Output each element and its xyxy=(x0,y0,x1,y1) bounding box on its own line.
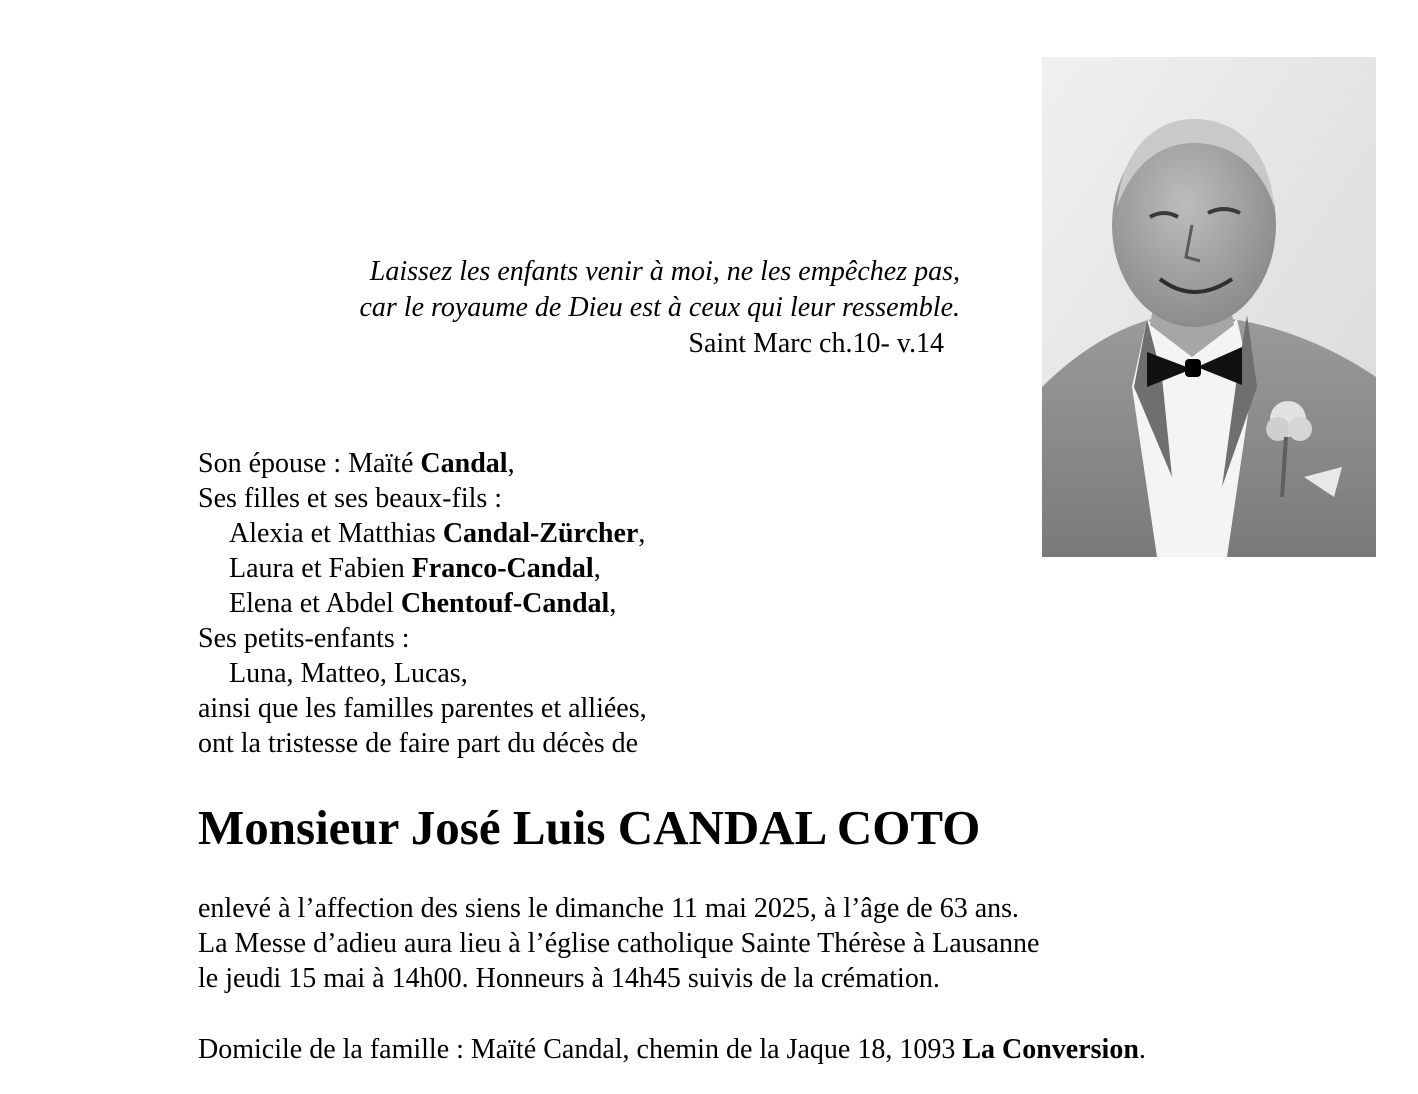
couple-names: Laura et Fabien xyxy=(229,553,412,584)
family-domicile xyxy=(198,1032,1146,1067)
details-line-1: enlevé à l’affection des siens le dimanche 11 mai 2025, à l’âge de 63 ans. xyxy=(198,893,1020,924)
couple-surname: Candal-Zürcher xyxy=(442,518,639,549)
relatives-line: ainsi que les familles parentes et alliées, xyxy=(198,693,647,724)
funeral-details xyxy=(198,891,1039,996)
couple-suffix: , xyxy=(638,518,646,549)
couple-suffix: , xyxy=(593,553,601,584)
domicile-prefix: Domicile de la famille : Maïté Candal, chemin de la Jaque 18, 1093 xyxy=(198,1034,963,1065)
details-line-2: La Messe d’adieu aura lieu à l’église catholique Sainte Thérèse à Lausanne xyxy=(198,928,1040,959)
details-line-3: le jeudi 15 mai à 14h00. Honneurs à 14h45 suivis de la crémation. xyxy=(198,963,940,994)
quote-line-2: car le royaume de Dieu est à ceux qui leur ressemble. xyxy=(359,292,960,323)
couple-surname: Chentouf-Candal xyxy=(400,588,610,619)
bible-quote xyxy=(200,254,960,362)
couple-names: Elena et Abdel xyxy=(229,588,401,619)
domicile-suffix: . xyxy=(1138,1034,1146,1065)
spouse-suffix: , xyxy=(507,448,515,479)
spouse-surname: Candal xyxy=(420,448,508,479)
quote-reference: Saint Marc ch.10- v.14 xyxy=(688,328,944,359)
spouse-line xyxy=(198,446,998,481)
deceased-name: Monsieur José Luis CANDAL COTO xyxy=(198,800,981,855)
daughters-heading: Ses filles et ses beaux-fils : xyxy=(198,483,503,514)
spouse-prefix: Son épouse : Maïté xyxy=(198,448,421,479)
domicile-locality: La Conversion xyxy=(962,1034,1139,1065)
announcement-line: ont la tristesse de faire part du décès de xyxy=(198,728,639,759)
couple-line xyxy=(198,586,998,621)
couple-line xyxy=(198,551,998,586)
couple-line xyxy=(198,516,998,551)
portrait-photo xyxy=(1042,57,1376,557)
grandchildren-heading: Ses petits-enfants : xyxy=(198,623,410,654)
family-list xyxy=(198,446,998,761)
couple-suffix: , xyxy=(609,588,617,619)
couple-surname: Franco-Candal xyxy=(411,553,594,584)
quote-line-1: Laissez les enfants venir à moi, ne les empêchez pas, xyxy=(369,256,960,287)
grandchildren-names: Luna, Matteo, Lucas, xyxy=(229,658,468,689)
couple-names: Alexia et Matthias xyxy=(229,518,443,549)
